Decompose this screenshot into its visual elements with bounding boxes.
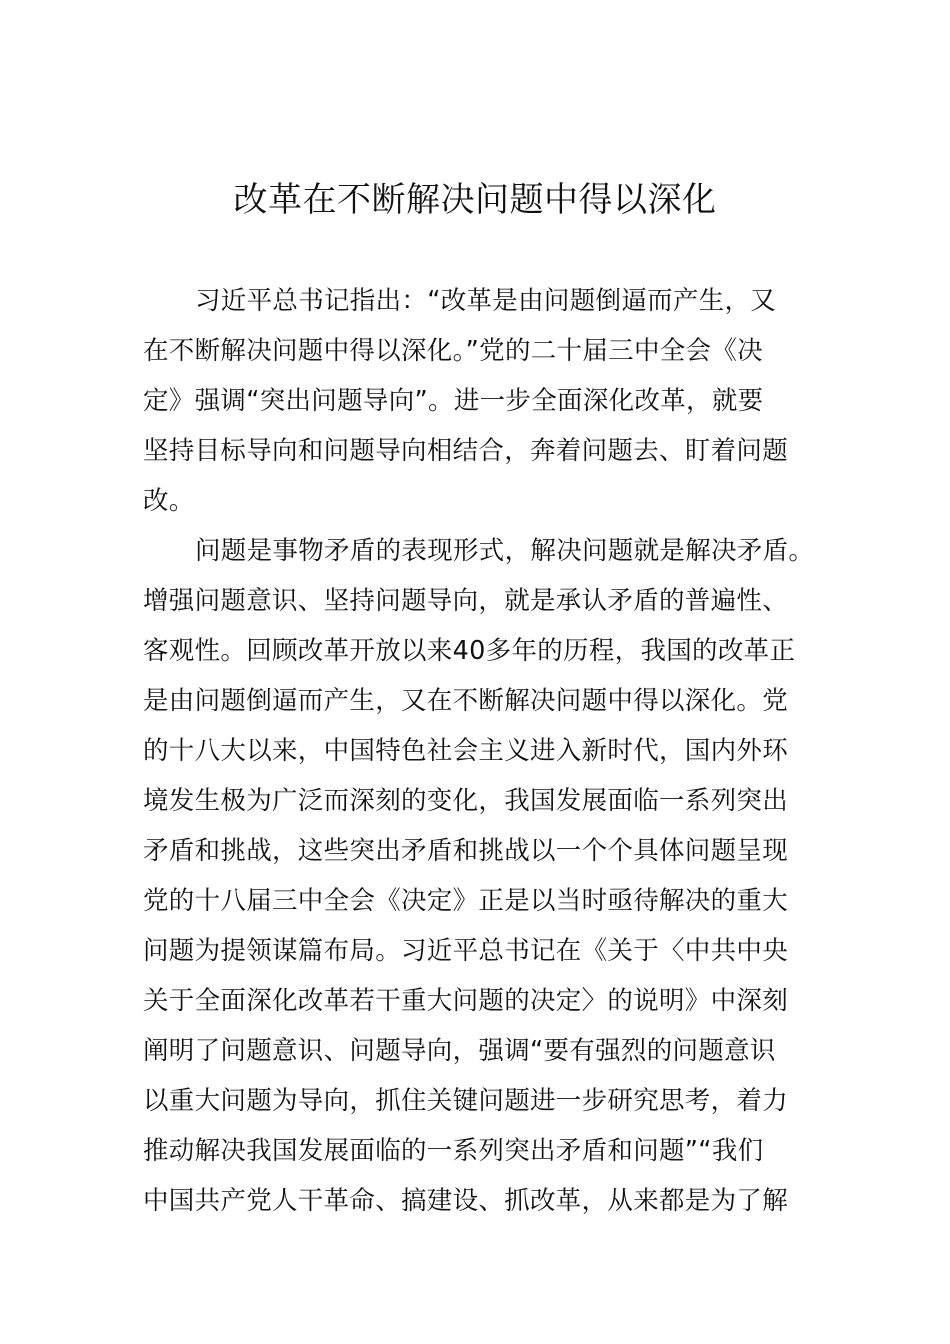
text-line: 增强问题意识、坚持问题导向，就是承认矛盾的普遍性、 xyxy=(143,586,789,616)
text-line: 阐明了问题意识、问题导向，强调“要有强烈的问题意识 xyxy=(143,1036,776,1066)
document-title: 改革在不断解决问题中得以深化 xyxy=(233,180,717,220)
text-line: 中国共产党人干革命、搞建设、抓改革，从来都是为了解 xyxy=(143,1186,789,1216)
text-line: 矛盾和挑战，这些突出矛盾和挑战以一个个具体问题呈现 xyxy=(143,836,789,866)
document-body xyxy=(143,276,815,1226)
text-line: 推动解决我国发展面临的一系列突出矛盾和问题”“我们 xyxy=(143,1136,764,1166)
text-line: 是由问题倒逼而产生，又在不断解决问题中得以深化。党 xyxy=(143,686,789,716)
paragraph-1 xyxy=(143,276,815,526)
text-line: 以重大问题为导向，抓住关键问题进一步研究思考，着力 xyxy=(143,1086,789,1116)
text-line: 关于全面深化改革若干重大问题的决定〉的说明》中深刻 xyxy=(143,986,789,1016)
text-line: 坚持目标导向和问题导向相结合，奔着问题去、盯着问题 xyxy=(143,436,789,466)
text-line: 定》强调“突出问题导向”。进一步全面深化改革，就要 xyxy=(143,386,764,416)
text-line: 问题为提领谋篇布局。习近平总书记在《关于〈中共中央 xyxy=(143,936,789,966)
text-line: 习近平总书记指出：“改革是由问题倒逼而产生，又 xyxy=(195,286,777,316)
text-line: 的十八大以来，中国特色社会主义进入新时代，国内外环 xyxy=(143,736,789,766)
text-line: 在不断解决问题中得以深化。”党的二十届三中全会《决 xyxy=(143,336,763,366)
text-line: 改。 xyxy=(143,486,195,516)
paragraph-2 xyxy=(143,526,815,1226)
text-line: 客观性。回顾改革开放以来40多年的历程，我国的改革正 xyxy=(143,636,796,666)
text-line: 境发生极为广泛而深刻的变化，我国发展面临一系列突出 xyxy=(143,786,789,816)
text-line: 问题是事物矛盾的表现形式，解决问题就是解决矛盾。 xyxy=(195,536,815,566)
text-line: 党的十八届三中全会《决定》正是以当时亟待解决的重大 xyxy=(143,886,789,916)
